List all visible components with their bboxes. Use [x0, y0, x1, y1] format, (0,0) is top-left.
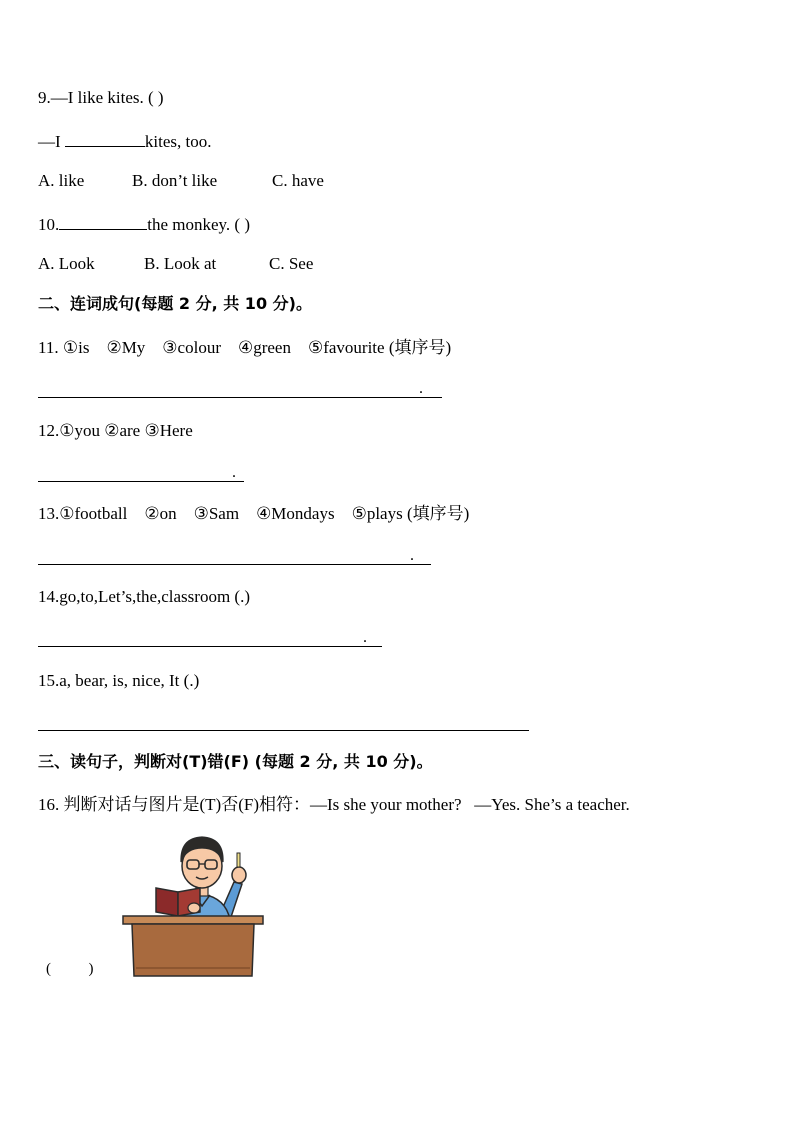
question-14: 14.go,to,Let’s,the,classroom (.): [38, 587, 250, 606]
period: .: [419, 380, 423, 397]
book-left-cover: [156, 888, 178, 916]
chalk-icon: [237, 853, 240, 867]
answer-line-11[interactable]: [38, 376, 442, 398]
question-10-prompt: [38, 213, 250, 235]
question-11: 11. ①is ②My ③colour ④green ⑤favourite (填序号): [38, 338, 452, 357]
answer-line-13[interactable]: [38, 543, 431, 565]
fill-blank[interactable]: [59, 213, 147, 230]
answer-line-15[interactable]: [38, 709, 529, 731]
question-12: 12.①you ②are ③Here: [38, 421, 193, 440]
option-a[interactable]: A. Look: [38, 254, 95, 273]
section-2-heading: 二、连词成句(每题 2 分, 共 10 分)。: [38, 294, 312, 313]
section-3-heading: 三、读句子，判断对(T)错(F) (每题 2 分, 共 10 分)。: [38, 752, 433, 771]
answer-suffix: kites, too.: [144, 132, 212, 151]
answer-line-12[interactable]: [38, 460, 244, 482]
period: .: [410, 547, 414, 564]
answer-parentheses[interactable]: ( ): [46, 961, 94, 977]
question-text: the monkey. ( ): [147, 215, 251, 234]
period: .: [363, 629, 367, 646]
answer-rule: [38, 481, 244, 482]
answer-rule: [38, 646, 382, 647]
option-b[interactable]: B. Look at: [144, 254, 217, 273]
holding-hand: [188, 903, 200, 913]
question-16: 16. 判断对话与图片是(T)否(F)相符：—Is she your mother? —Yes. She’s a teacher.: [38, 795, 630, 814]
teacher-illustration: [120, 828, 266, 980]
question-9-answer-line: [38, 130, 212, 152]
question-10-options: [38, 254, 313, 274]
option-b[interactable]: B. don’t like: [132, 171, 218, 190]
option-a[interactable]: A. like: [38, 171, 85, 190]
question-9-options: [38, 171, 324, 191]
answer-prefix: —I: [38, 132, 65, 151]
answer-rule: [38, 564, 431, 565]
answer-line-14[interactable]: [38, 625, 382, 647]
answer-rule: [38, 397, 442, 398]
answer-rule: [38, 730, 529, 731]
question-13: 13.①football ②on ③Sam ④Mondays ⑤plays (填序号): [38, 504, 470, 523]
question-9-prompt: 9.—I like kites. ( ): [38, 88, 164, 107]
period: .: [232, 464, 236, 481]
desk-top: [123, 916, 263, 924]
raised-hand: [232, 867, 246, 883]
option-c[interactable]: C. See: [269, 254, 314, 273]
question-15: 15.a, bear, is, nice, It (.): [38, 671, 200, 690]
question-number: 10.: [38, 215, 60, 234]
fill-blank[interactable]: [65, 130, 145, 147]
option-c[interactable]: C. have: [272, 171, 324, 190]
